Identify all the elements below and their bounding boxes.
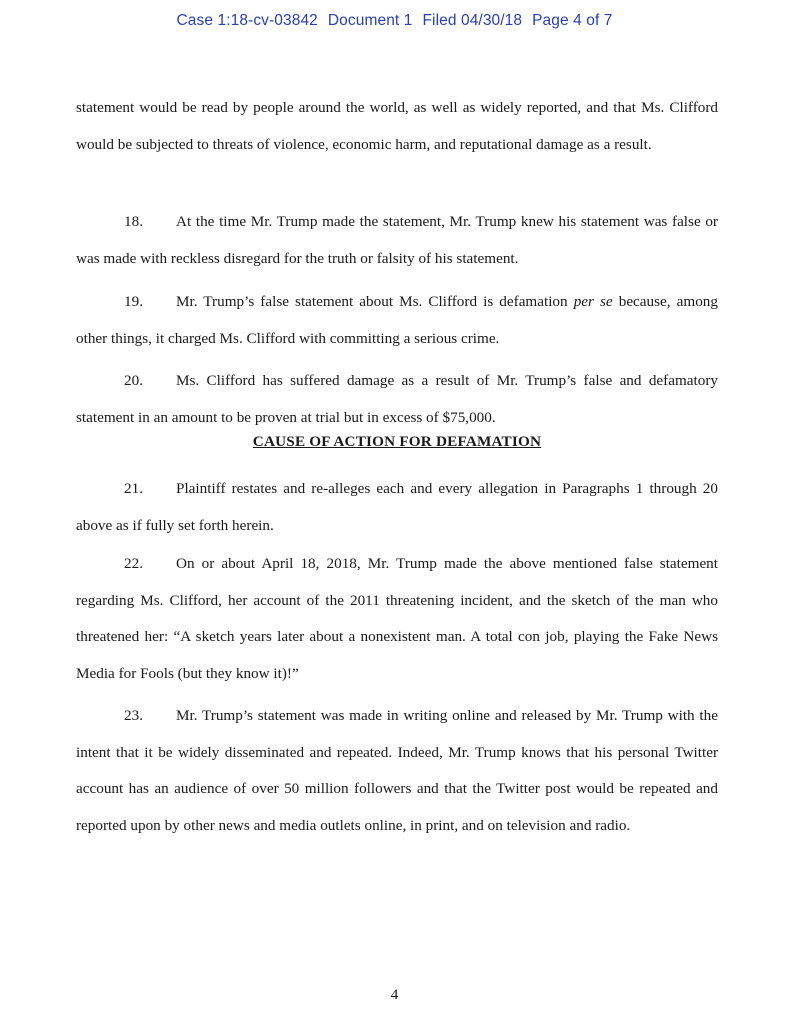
paragraph-number: 21.: [124, 480, 143, 497]
page-indicator: Page 4 of 7: [532, 12, 613, 29]
paragraph-continued: [76, 90, 718, 163]
paragraph-number: 20.: [124, 372, 143, 389]
case-number: Case 1:18-cv-03842: [176, 12, 318, 29]
paragraph-italic-term: per se: [573, 293, 613, 310]
paragraph-22: [76, 546, 718, 692]
paragraph-number: 19.: [124, 293, 143, 310]
paragraph-number: 22.: [124, 555, 143, 572]
paragraph-text: Ms. Clifford has suffered damage as a result of Mr. Trump’s false and defamatory statement in an amount to be proven at trial but in excess of $75,000.: [76, 372, 718, 426]
paragraph-text: Plaintiff restates and re-alleges each and every allegation in Paragraphs 1 through 20 above as if fully set forth herein.: [76, 480, 718, 534]
paragraph-text: At the time Mr. Trump made the statement, Mr. Trump knew his statement was false or was made with reckless disregard for the truth or falsity of his statement.: [76, 213, 718, 267]
filed-date: Filed 04/30/18: [422, 12, 523, 29]
paragraph-text: On or about April 18, 2018, Mr. Trump made the above mentioned false statement regarding Ms. Clifford, her account of the 2011 threatening incident, and the sketch of the man who threatened her: “A sketch years later about a nonexistent man. A total con job, playing the Fake News Media for Fools (but they know it)!”: [76, 555, 718, 682]
paragraph-23: [76, 698, 718, 844]
paragraph-number: 18.: [124, 213, 143, 230]
paragraph-19: [76, 284, 718, 357]
section-heading: CAUSE OF ACTION FOR DEFAMATION: [252, 433, 542, 450]
paragraph-18: [76, 204, 718, 277]
paragraph-20: [76, 363, 718, 436]
paragraph-text: Mr. Trump’s statement was made in writing online and released by Mr. Trump with the intent that it be widely disseminated and repeated. Indeed, Mr. Trump knows that his personal Twitter account has an audience of over 50 million followers and that the Twitter post would be repeated and reported upon by other news and media outlets online, in print, and on television and radio.: [76, 707, 718, 834]
ecf-filing-header: [0, 12, 789, 30]
paragraph-21: [76, 471, 718, 544]
paragraph-text-continued: because, among other things, it charged Ms. Clifford with committing a serious crime.: [76, 293, 718, 347]
paragraph-text: Mr. Trump’s false statement about Ms. Clifford is defamation: [176, 293, 574, 310]
paragraph-continued-text: statement would be read by people around the world, as well as widely reported, and that Ms. Clifford would be subjected to threats of violence, economic harm, and reputational damage as a result.: [76, 99, 718, 153]
paragraph-number: 23.: [124, 707, 143, 724]
page-number: 4: [390, 986, 399, 1003]
document-number: Document 1: [327, 12, 413, 29]
